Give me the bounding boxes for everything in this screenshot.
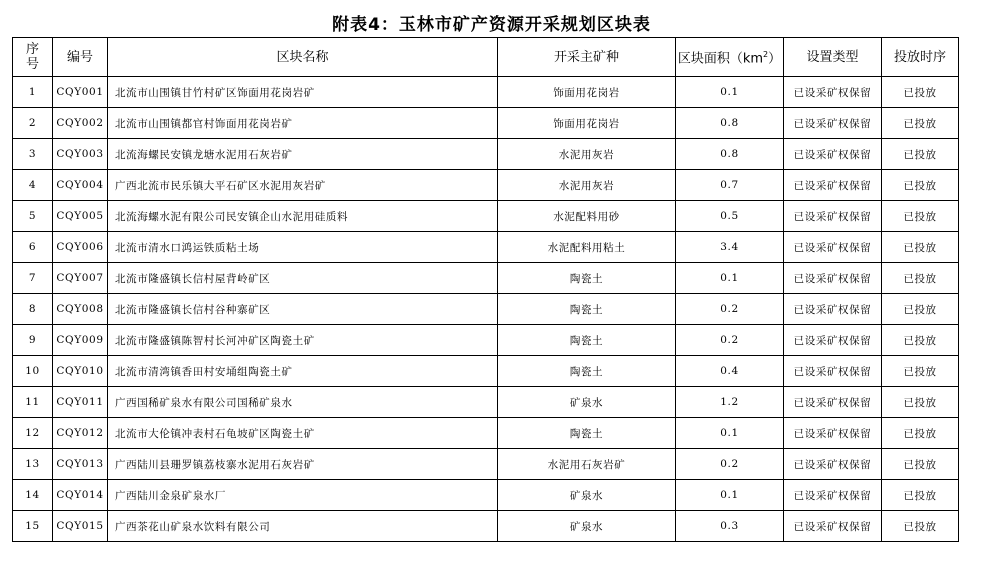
header-sequence: 投放时序: [882, 38, 959, 77]
cell-name: 广西国稀矿泉水有限公司国稀矿泉水: [108, 387, 498, 418]
cell-type: 已设采矿权保留: [784, 201, 882, 232]
cell-status: 已投放: [882, 480, 959, 511]
cell-seq: 13: [13, 449, 53, 480]
cell-code: CQY015: [53, 511, 108, 542]
cell-seq: 6: [13, 232, 53, 263]
header-area: 区块面积$(km^2)$: [676, 38, 784, 77]
table-row: [13, 480, 959, 511]
table-row: [13, 77, 959, 108]
table-row: [13, 170, 959, 201]
cell-name: 广西北流市民乐镇大平石矿区水泥用灰岩矿: [108, 170, 498, 201]
cell-status: 已投放: [882, 418, 959, 449]
cell-type: 已设采矿权保留: [784, 511, 882, 542]
cell-mineral: 矿泉水: [498, 387, 676, 418]
cell-status: 已投放: [882, 325, 959, 356]
cell-type: 已设采矿权保留: [784, 232, 882, 263]
cell-area: 0.1: [676, 263, 784, 294]
mining-blocks-table: [12, 37, 959, 542]
cell-seq: 1: [13, 77, 53, 108]
table-row: [13, 325, 959, 356]
cell-code: CQY007: [53, 263, 108, 294]
cell-status: 已投放: [882, 511, 959, 542]
cell-seq: 4: [13, 170, 53, 201]
cell-seq: 7: [13, 263, 53, 294]
cell-area: 0.8: [676, 139, 784, 170]
cell-type: 已设采矿权保留: [784, 294, 882, 325]
cell-type: 已设采矿权保留: [784, 325, 882, 356]
cell-name: 北流市清湾镇香田村安埇组陶瓷土矿: [108, 356, 498, 387]
cell-seq: 8: [13, 294, 53, 325]
table-row: [13, 449, 959, 480]
cell-mineral: 饰面用花岗岩: [498, 108, 676, 139]
cell-name: 北流海螺民安镇龙塘水泥用石灰岩矿: [108, 139, 498, 170]
cell-area: 0.2: [676, 294, 784, 325]
cell-code: CQY010: [53, 356, 108, 387]
cell-area: 0.1: [676, 480, 784, 511]
cell-type: 已设采矿权保留: [784, 449, 882, 480]
cell-area: 0.5: [676, 201, 784, 232]
header-code: 编号: [53, 38, 108, 77]
table-row: [13, 511, 959, 542]
cell-area: 0.3: [676, 511, 784, 542]
cell-mineral: 水泥配料用粘土: [498, 232, 676, 263]
table-row: [13, 387, 959, 418]
cell-status: 已投放: [882, 232, 959, 263]
table-row: [13, 263, 959, 294]
cell-area: 0.2: [676, 325, 784, 356]
cell-mineral: 矿泉水: [498, 480, 676, 511]
cell-mineral: 水泥用灰岩: [498, 139, 676, 170]
cell-mineral: 陶瓷土: [498, 294, 676, 325]
cell-status: 已投放: [882, 77, 959, 108]
cell-seq: 10: [13, 356, 53, 387]
cell-area: 0.4: [676, 356, 784, 387]
cell-name: 北流市隆盛镇长信村谷种寨矿区: [108, 294, 498, 325]
cell-type: 已设采矿权保留: [784, 263, 882, 294]
cell-code: CQY002: [53, 108, 108, 139]
cell-status: 已投放: [882, 139, 959, 170]
table-row: [13, 294, 959, 325]
cell-seq: 9: [13, 325, 53, 356]
cell-seq: 5: [13, 201, 53, 232]
header-seq: 序 号: [13, 38, 53, 77]
cell-name: 广西陆川县珊罗镇荔枝寨水泥用石灰岩矿: [108, 449, 498, 480]
cell-status: 已投放: [882, 170, 959, 201]
cell-name: 北流市隆盛镇长信村屋背岭矿区: [108, 263, 498, 294]
cell-mineral: 陶瓷土: [498, 325, 676, 356]
cell-type: 已设采矿权保留: [784, 418, 882, 449]
cell-status: 已投放: [882, 108, 959, 139]
page-title: 附表4：玉林市矿产资源开采规划区块表: [332, 15, 651, 35]
cell-code: CQY009: [53, 325, 108, 356]
cell-status: 已投放: [882, 449, 959, 480]
cell-seq: 12: [13, 418, 53, 449]
cell-code: CQY006: [53, 232, 108, 263]
cell-code: CQY014: [53, 480, 108, 511]
cell-name: 北流市山围镇都官村饰面用花岗岩矿: [108, 108, 498, 139]
cell-mineral: 陶瓷土: [498, 418, 676, 449]
header-name: 区块名称: [108, 38, 498, 77]
table-row: [13, 418, 959, 449]
cell-name: 广西陆川金泉矿泉水厂: [108, 480, 498, 511]
cell-type: 已设采矿权保留: [784, 170, 882, 201]
header-mineral: 开采主矿种: [498, 38, 676, 77]
cell-name: 北流海螺水泥有限公司民安镇企山水泥用硅质料: [108, 201, 498, 232]
cell-area: 0.2: [676, 449, 784, 480]
cell-area: 0.7: [676, 170, 784, 201]
cell-status: 已投放: [882, 201, 959, 232]
cell-status: 已投放: [882, 387, 959, 418]
cell-area: 0.8: [676, 108, 784, 139]
table-row: [13, 356, 959, 387]
cell-name: 广西茶花山矿泉水饮料有限公司: [108, 511, 498, 542]
cell-type: 已设采矿权保留: [784, 356, 882, 387]
table-row: [13, 232, 959, 263]
cell-mineral: 陶瓷土: [498, 356, 676, 387]
header-type: 设置类型: [784, 38, 882, 77]
cell-code: CQY004: [53, 170, 108, 201]
cell-seq: 15: [13, 511, 53, 542]
cell-area: 0.1: [676, 77, 784, 108]
cell-mineral: 饰面用花岗岩: [498, 77, 676, 108]
table-header-row: [13, 38, 959, 77]
cell-type: 已设采矿权保留: [784, 139, 882, 170]
cell-area: 0.1: [676, 418, 784, 449]
cell-type: 已设采矿权保留: [784, 77, 882, 108]
cell-code: CQY011: [53, 387, 108, 418]
cell-name: 北流市清水口鸿运铁质粘土场: [108, 232, 498, 263]
cell-seq: 2: [13, 108, 53, 139]
cell-area: 3.4: [676, 232, 784, 263]
cell-status: 已投放: [882, 263, 959, 294]
cell-area: 1.2: [676, 387, 784, 418]
cell-status: 已投放: [882, 356, 959, 387]
cell-type: 已设采矿权保留: [784, 387, 882, 418]
cell-code: CQY005: [53, 201, 108, 232]
cell-mineral: 陶瓷土: [498, 263, 676, 294]
cell-name: 北流市山围镇甘竹村矿区饰面用花岗岩矿: [108, 77, 498, 108]
cell-type: 已设采矿权保留: [784, 108, 882, 139]
cell-mineral: 水泥用石灰岩矿: [498, 449, 676, 480]
cell-code: CQY008: [53, 294, 108, 325]
table-row: [13, 139, 959, 170]
cell-name: 北流市大伦镇冲表村石龟坡矿区陶瓷土矿: [108, 418, 498, 449]
cell-mineral: 水泥用灰岩: [498, 170, 676, 201]
cell-code: CQY003: [53, 139, 108, 170]
cell-mineral: 水泥配料用砂: [498, 201, 676, 232]
table-row: [13, 108, 959, 139]
cell-seq: 11: [13, 387, 53, 418]
cell-code: CQY012: [53, 418, 108, 449]
cell-name: 北流市隆盛镇陈智村长河冲矿区陶瓷土矿: [108, 325, 498, 356]
cell-code: CQY013: [53, 449, 108, 480]
cell-mineral: 矿泉水: [498, 511, 676, 542]
cell-seq: 14: [13, 480, 53, 511]
cell-type: 已设采矿权保留: [784, 480, 882, 511]
cell-seq: 3: [13, 139, 53, 170]
cell-status: 已投放: [882, 294, 959, 325]
table-row: [13, 201, 959, 232]
cell-code: CQY001: [53, 77, 108, 108]
